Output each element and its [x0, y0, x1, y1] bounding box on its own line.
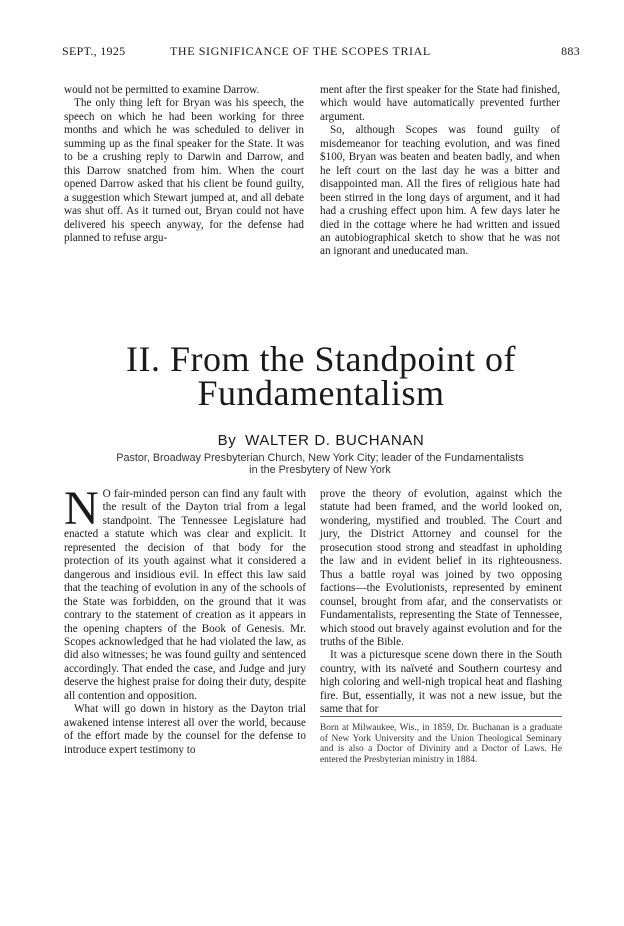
- author-name: WALTER D. BUCHANAN: [245, 432, 425, 449]
- section-heading-line2: Fundamentalism: [197, 373, 445, 413]
- paragraph: It was a picturesque scene down there in the South country, with its naïveté and Southern courtesy and high coloring and well-nigh tropical heat and flashing fire. But, essentially, it was not a new issue, but the same that for: [320, 649, 562, 716]
- drop-cap: N: [64, 482, 99, 535]
- paragraph: would not be permitted to examine Darrow.: [64, 84, 260, 96]
- paragraph: The only thing left for Bryan was his speech, the speech on which he had been working for three months and which he was scheduled to deliver in summing up as the final speaker for the State. It was to be a crushing reply to Darwin and Darrow, and this Darrow snatched from him. When the court opened Darrow asked that his client be found guilty, a suggestion which Stewart jumped at, and all debate was shut off. As it turned out, Bryan could not have delivered his speech anyway, for the defense had planned to refuse argu-: [64, 97, 304, 244]
- running-header: [62, 44, 580, 62]
- header-title: THE SIGNIFICANCE OF THE SCOPES TRIAL: [170, 44, 431, 58]
- section-heading-line1: II. From the Standpoint of: [126, 339, 516, 379]
- page-number: 883: [561, 44, 580, 58]
- author-footnote: Born at Milwaukee, Wis., in 1859, Dr. Buchanan is a graduate of New York University and the Union Theological Seminary and is also a Doctor of Divinity and a Doctor of Laws. He entered the Presbyterian ministry in 1884.: [320, 716, 562, 766]
- byline: [62, 432, 580, 449]
- upper-left-column: [64, 84, 304, 245]
- paragraph: What will go down in history as the Dayton trial awakened intense interest all over the world, because of the effort made by the counsel for the defense to introduce expert testimony to: [64, 703, 306, 756]
- author-affiliation-line1: Pastor, Broadway Presbyterian Church, New York City; leader of the Fundamentalists: [116, 452, 524, 464]
- byline-by: By: [217, 432, 237, 449]
- lower-left-column: [64, 482, 306, 757]
- paragraph-text: O fair-minded person can find any fault with the result of the Dayton trial from a legal standpoint. The Tennessee Legislature had enacted a statute which was clear and explicit. It represented the decision of that body for the protection of its youth against what it considered a dangerous and insidious evil. In effect this law said that the teaching of evolution in any of the schools of the State was forbidden, on the ground that it was contrary to the statement of creation as it appears in the opening chapters of the Book of Genesis. Mr. Scopes acknowledged that he had violated the law, as did also witnesses; he was found guilty and sentenced accordingly. That ended the case, and Judge and jury deserve the highest praise for doing their duty, despite all contention and opposition.: [64, 488, 306, 702]
- paragraph: So, although Scopes was found guilty of misdemeanor for teaching evolution, and was fined $100, Bryan was beaten and beaten badly, and when he left court on the last day he was a bitter and disappointed man. All the fires of religious hate had been stirred in the long days of argument, and it had had a crushing effect upon him. A few days later he died in the cottage where he had written and issued an autobiographical sketch to show that he was not an ignorant and uneducated man.: [320, 124, 560, 258]
- paragraph: [64, 482, 306, 703]
- upper-right-column: [320, 84, 560, 259]
- author-affiliation-line2: in the Presbytery of New York: [249, 464, 391, 476]
- paragraph: ment after the first speaker for the State had finished, which would have automatically prevented further argument.: [320, 84, 560, 123]
- header-date: SEPT., 1925: [62, 44, 126, 58]
- paragraph: prove the theory of evolution, against which the statute had been framed, and the world looked on, wondering, mystified and troubled. The Court and jury, the District Attorney and counsel for the prosecution stood strong and steadfast in upholding the law and in evident belief in its righteousness. Thus a battle royal was joined by two opposing factions—the Evolutionists, represented by eminent counsel, brought from afar, and the conservatists or Fundamentalists, representing the State of Tennessee, which stood out bravely against evolution and for the truths of the Bible.: [320, 488, 562, 648]
- lower-right-column: [320, 488, 562, 717]
